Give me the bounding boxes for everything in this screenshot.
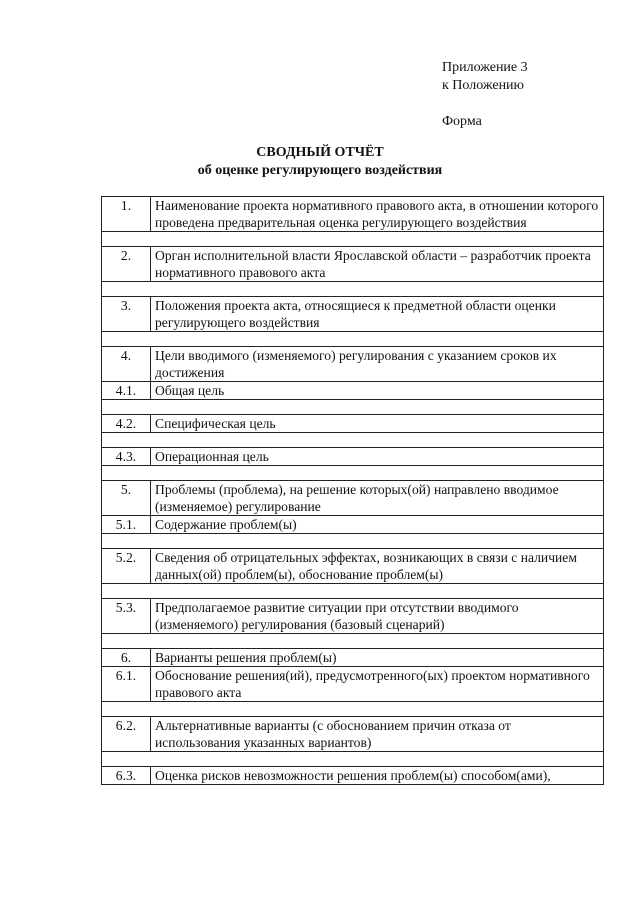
blank-cell [102,433,604,448]
row-number: 6.1. [102,667,151,702]
row-text: Положения проекта акта, относящиеся к предметной области оценки регулирующего воздействия [151,297,604,332]
table-row [102,415,604,433]
table-row [102,382,604,400]
table-row [102,516,604,534]
blank-cell [102,466,604,481]
blank-row [102,634,604,649]
row-text: Проблемы (проблема), на решение которых(ой) направлено вводимое (изменяемое) регулирование [151,481,604,516]
row-text: Сведения об отрицательных эффектах, возникающих в связи с наличием данных(ой) проблем(ы), обоснование проблем(ы) [151,549,604,584]
row-number: 4. [102,347,151,382]
blank-row [102,282,604,297]
row-number: 5.1. [102,516,151,534]
blank-cell [102,400,604,415]
row-text: Специфическая цель [151,415,604,433]
table-row [102,767,604,785]
table-row [102,599,604,634]
blank-cell [102,282,604,297]
spacer [442,95,528,113]
row-text: Цели вводимого (изменяемого) регулирования с указанием сроков их достижения [151,347,604,382]
row-text: Оценка рисков невозможности решения проблем(ы) способом(ами), [151,767,604,785]
table-row [102,247,604,282]
blank-cell [102,752,604,767]
blank-row [102,332,604,347]
blank-row [102,466,604,481]
row-text: Предполагаемое развитие ситуации при отсутствии вводимого (изменяемого) регулирования (базовый сценарий) [151,599,604,634]
row-text: Альтернативные варианты (с обоснованием причин отказа от использования указанных вариантов) [151,717,604,752]
blank-row [102,433,604,448]
table-row [102,347,604,382]
row-text: Наименование проекта нормативного правового акта, в отношении которого проведена предварительная оценка регулирующего воздействия [151,197,604,232]
blank-row [102,752,604,767]
row-text: Операционная цель [151,448,604,466]
blank-cell [102,232,604,247]
blank-cell [102,702,604,717]
row-text: Общая цель [151,382,604,400]
table-row [102,297,604,332]
table-row [102,448,604,466]
document-title [0,144,640,180]
blank-row [102,400,604,415]
table-row [102,549,604,584]
row-text: Варианты решения проблем(ы) [151,649,604,667]
table-row [102,481,604,516]
blank-cell [102,332,604,347]
blank-row [102,534,604,549]
table-row [102,717,604,752]
row-number: 5.2. [102,549,151,584]
row-number: 6.3. [102,767,151,785]
title-line-1: СВОДНЫЙ ОТЧЁТ [256,145,384,160]
row-number: 6. [102,649,151,667]
blank-cell [102,584,604,599]
row-number: 6.2. [102,717,151,752]
blank-row [102,232,604,247]
appendix-reference: к Положению [442,78,525,93]
appendix-block [442,59,528,131]
row-text: Обоснование решения(ий), предусмотренного(ых) проектом нормативного правового акта [151,667,604,702]
form-label: Форма [442,114,482,129]
blank-cell [102,634,604,649]
row-number: 3. [102,297,151,332]
table-row [102,667,604,702]
row-number: 4.3. [102,448,151,466]
blank-row [102,702,604,717]
row-text: Орган исполнительной власти Ярославской области – разработчик проекта нормативного правового акта [151,247,604,282]
blank-row [102,584,604,599]
table-row [102,649,604,667]
report-table [101,196,604,785]
row-number: 2. [102,247,151,282]
row-number: 4.1. [102,382,151,400]
table-row [102,197,604,232]
row-number: 5. [102,481,151,516]
appendix-label: Приложение 3 [442,60,528,75]
row-number: 4.2. [102,415,151,433]
row-number: 5.3. [102,599,151,634]
title-line-2: об оценке регулирующего воздействия [197,163,443,178]
blank-cell [102,534,604,549]
row-number: 1. [102,197,151,232]
row-text: Содержание проблем(ы) [151,516,604,534]
